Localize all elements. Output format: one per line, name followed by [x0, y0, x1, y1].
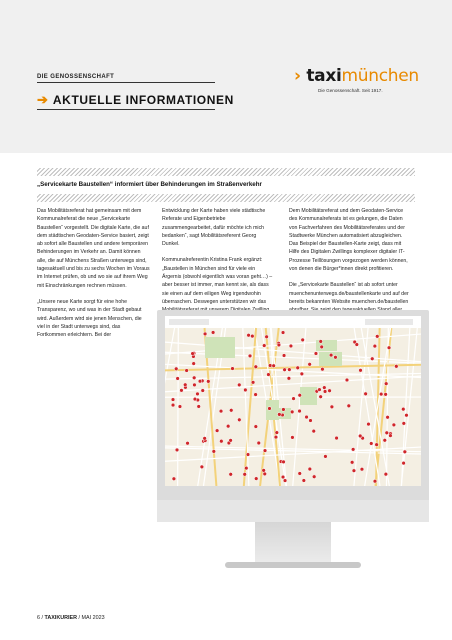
construction-marker [282, 354, 286, 358]
construction-marker [243, 388, 247, 392]
paragraph: Das Mobilitätsreferat hat gemeinsam mit dem Kommunalreferat die neue „Servicekarte Baustellen“ vorgestellt. Die digitale Karte, die auf dem städtischen Geodaten-Service basiert, zeigt ab sofort alle Baustellen und andere temporären Behinderungen im Verkehr an. Damit können alle, die auf Münchens Straßen unterwegs sind, tagesaktuell und bis zu sechs Wochen im Voraus im Internet prüfen, ob und wo sie auf ihrem Weg mit Einschränkungen rechnen müssen. [37, 208, 150, 289]
article-column-1 [37, 207, 150, 347]
construction-marker [192, 362, 196, 366]
divider [37, 109, 215, 110]
page-number: 6 [37, 615, 40, 621]
construction-marker [178, 405, 182, 409]
construction-marker [359, 368, 363, 372]
construction-marker [200, 465, 204, 469]
construction-marker [328, 389, 332, 393]
paragraph: „Unsere neue Karte sorgt für eine hohe Transparenz, wo und was in der Stadt gebaut wird. Außerdem wird sie jenen Menschen, die viel in der Stadt unterwegs sind, das Fortkommen erleichtern. Bei der [37, 298, 142, 339]
construction-marker [203, 436, 207, 440]
paragraph: Kommunalreferentin Kristina Frank ergänzt: „Baustellen in München sind für viele ein Ärgernis (obwohl eigentlich was voran geht…) – aber besser ist immer, man kennt sie, als dass sie einen auf dem eiligen Weg irgendwohin überraschen. Deswegen unterstützen wir das [162, 257, 273, 305]
construction-marker [296, 366, 300, 370]
construction-marker [401, 407, 405, 411]
construction-marker [268, 407, 272, 411]
construction-marker [330, 405, 334, 409]
construction-marker [281, 475, 285, 479]
construction-marker [384, 392, 388, 396]
construction-marker [350, 460, 354, 464]
construction-marker [196, 392, 200, 396]
construction-marker [308, 467, 312, 471]
construction-marker [320, 345, 324, 349]
construction-marker [312, 429, 316, 433]
construction-marker [283, 368, 287, 372]
construction-marker [171, 398, 175, 402]
construction-marker [298, 472, 302, 476]
construction-marker [262, 344, 266, 348]
page-title-text: AKTUELLE INFORMATIONEN [52, 93, 234, 107]
construction-marker [287, 368, 291, 372]
article-subtitle: „Servicekarte Baustellen“ informiert über Behinderungen im Straßenverkehr [37, 181, 262, 188]
construction-marker [384, 472, 388, 476]
construction-marker [172, 477, 176, 481]
construction-marker [387, 346, 391, 350]
construction-marker [211, 331, 215, 335]
construction-marker [324, 455, 328, 459]
construction-marker [308, 362, 312, 366]
construction-marker [385, 431, 389, 435]
construction-marker [319, 340, 323, 344]
magazine-name: TAXIKURIER [44, 615, 78, 621]
construction-marker [367, 422, 371, 426]
construction-marker [193, 397, 197, 401]
map-illustration [165, 316, 421, 486]
paragraph: Die „Servicekarte Baustellen“ ist ab sofort unter muenchenunterwegs.de/baustellenkarte und auf der bereits bekannten Website muenchen.de/baustellen [289, 282, 409, 305]
construction-marker [335, 436, 339, 440]
page-title [37, 92, 234, 108]
construction-marker [358, 434, 362, 438]
construction-marker [373, 479, 377, 483]
construction-marker [287, 376, 291, 380]
construction-marker [370, 357, 374, 361]
construction-marker [298, 393, 302, 397]
construction-marker [281, 331, 285, 335]
construction-marker [298, 409, 302, 413]
map-road [165, 334, 421, 354]
map-road [354, 328, 380, 486]
construction-marker [262, 468, 266, 472]
divider [37, 82, 215, 83]
construction-marker [290, 410, 294, 414]
logo-city: münchen [341, 66, 419, 86]
construction-marker [402, 421, 406, 425]
construction-marker [392, 423, 396, 427]
construction-marker [267, 373, 271, 377]
construction-marker [186, 441, 190, 445]
construction-marker [283, 479, 287, 483]
construction-marker [191, 352, 195, 356]
construction-marker [402, 461, 406, 465]
construction-marker [243, 472, 247, 476]
map-park [300, 387, 317, 405]
construction-marker [318, 388, 322, 392]
construction-marker [345, 378, 349, 382]
construction-marker [254, 365, 258, 369]
construction-marker [175, 448, 179, 452]
construction-marker [251, 380, 255, 384]
map-road [165, 365, 421, 371]
map-roads [165, 328, 421, 486]
construction-marker [226, 424, 230, 428]
construction-marker [403, 450, 407, 454]
construction-marker [301, 338, 305, 342]
construction-marker [198, 379, 202, 383]
construction-marker [319, 395, 323, 399]
construction-marker [300, 372, 304, 376]
construction-marker [219, 409, 223, 413]
logo-taxi: taxi [306, 66, 342, 86]
construction-marker [248, 354, 252, 358]
construction-marker [185, 369, 189, 373]
construction-marker [291, 436, 295, 440]
taxi-muenchen-logo [294, 66, 419, 86]
arrow-right-icon: ➔ [37, 92, 48, 107]
hatch-rule [37, 168, 415, 176]
construction-marker [246, 453, 250, 457]
construction-marker [250, 334, 254, 338]
construction-marker [237, 418, 241, 422]
construction-marker [277, 343, 281, 347]
monitor-stand [255, 522, 331, 564]
map-road [165, 352, 421, 363]
construction-marker [219, 439, 223, 443]
construction-marker [329, 353, 333, 357]
construction-marker [282, 460, 286, 464]
construction-marker [206, 379, 210, 383]
map-search-field [169, 319, 209, 325]
construction-marker [229, 438, 233, 442]
logo-chevron: › [294, 66, 301, 86]
construction-marker [373, 344, 377, 348]
construction-marker [212, 449, 216, 453]
construction-marker [254, 393, 258, 397]
construction-marker [265, 335, 269, 339]
construction-marker [263, 449, 267, 453]
construction-marker [352, 469, 356, 473]
construction-marker [323, 390, 327, 394]
construction-marker [302, 479, 306, 483]
construction-marker [244, 466, 248, 470]
construction-marker [375, 334, 379, 338]
map-park [205, 337, 235, 358]
construction-marker [268, 364, 272, 368]
construction-marker [272, 364, 276, 368]
construction-marker [384, 382, 388, 386]
construction-marker [197, 405, 201, 409]
construction-marker [334, 355, 338, 359]
construction-marker [229, 408, 233, 412]
logo-tagline: Die Genossenschaft. Seit 1917. [318, 88, 383, 93]
baustellen-map-screenshot [165, 316, 421, 486]
construction-marker [292, 397, 296, 401]
construction-marker [383, 438, 387, 442]
construction-marker [355, 343, 359, 347]
construction-marker [229, 472, 233, 476]
monitor-chin [157, 500, 429, 522]
construction-marker [282, 408, 286, 412]
construction-marker [322, 386, 326, 390]
map-road [354, 328, 368, 486]
construction-marker [375, 443, 379, 447]
construction-marker [314, 352, 318, 356]
paragraph: Dem Mobilitätsreferat und dem Geodaten-Service des Kommunalreferats ist es gelungen, die Daten von Fachverfahren des Mobilitätsreferates und der Stadtwerke München automatisiert abzugleichen. Das Beispiel der Baustellen-Karte zeigt, dass mit Hilfe des Digitalen Zwillings komplexer digitaler IT-Prozesse Teillösungen vorgezogen werden können, von denen die Bürger*innen direkt profitieren. [289, 208, 408, 273]
construction-marker [347, 404, 351, 408]
construction-marker [289, 344, 293, 348]
construction-marker [360, 467, 364, 471]
construction-marker [405, 413, 409, 417]
monitor-base [225, 562, 361, 568]
construction-marker [321, 367, 325, 371]
construction-marker [237, 383, 241, 387]
paragraph: Entwicklung der Karte haben viele städtische Referate und Eigenbetriebe zusammengearbeitet, dafür möchte ich mich bedanken“, sagt Mobilitätsreferent Georg Dunkel. [162, 208, 266, 248]
construction-marker [257, 441, 261, 445]
construction-marker [277, 413, 281, 417]
construction-marker [364, 392, 368, 396]
construction-marker [312, 475, 316, 479]
map-park [266, 400, 279, 420]
construction-marker [351, 447, 355, 451]
construction-marker [309, 419, 313, 423]
construction-marker [203, 332, 207, 336]
construction-marker [394, 364, 398, 368]
construction-marker [247, 333, 251, 337]
construction-marker [275, 431, 279, 435]
construction-marker [369, 442, 373, 446]
construction-marker [254, 425, 258, 429]
construction-marker [379, 392, 383, 396]
construction-marker [254, 477, 258, 481]
construction-marker [215, 429, 219, 433]
construction-marker [180, 388, 184, 392]
map-menu-bar [365, 319, 413, 325]
issue-date: MAI 2023 [81, 615, 105, 621]
page-footer: 6 / TAXIKURIER / MAI 2023 [37, 615, 105, 621]
map-road [165, 342, 421, 362]
construction-marker [274, 435, 278, 439]
construction-marker [305, 415, 309, 419]
construction-marker [193, 383, 197, 387]
construction-marker [176, 377, 180, 381]
construction-marker [389, 434, 393, 438]
hatch-rule [37, 194, 415, 202]
construction-marker [192, 376, 196, 380]
construction-marker [201, 389, 205, 393]
construction-marker [386, 415, 390, 419]
section-label: DIE GENOSSENSCHAFT [37, 74, 115, 80]
construction-marker [183, 383, 187, 387]
construction-marker [174, 367, 178, 371]
construction-marker [231, 367, 235, 371]
construction-marker [263, 472, 267, 476]
construction-marker [171, 403, 175, 407]
